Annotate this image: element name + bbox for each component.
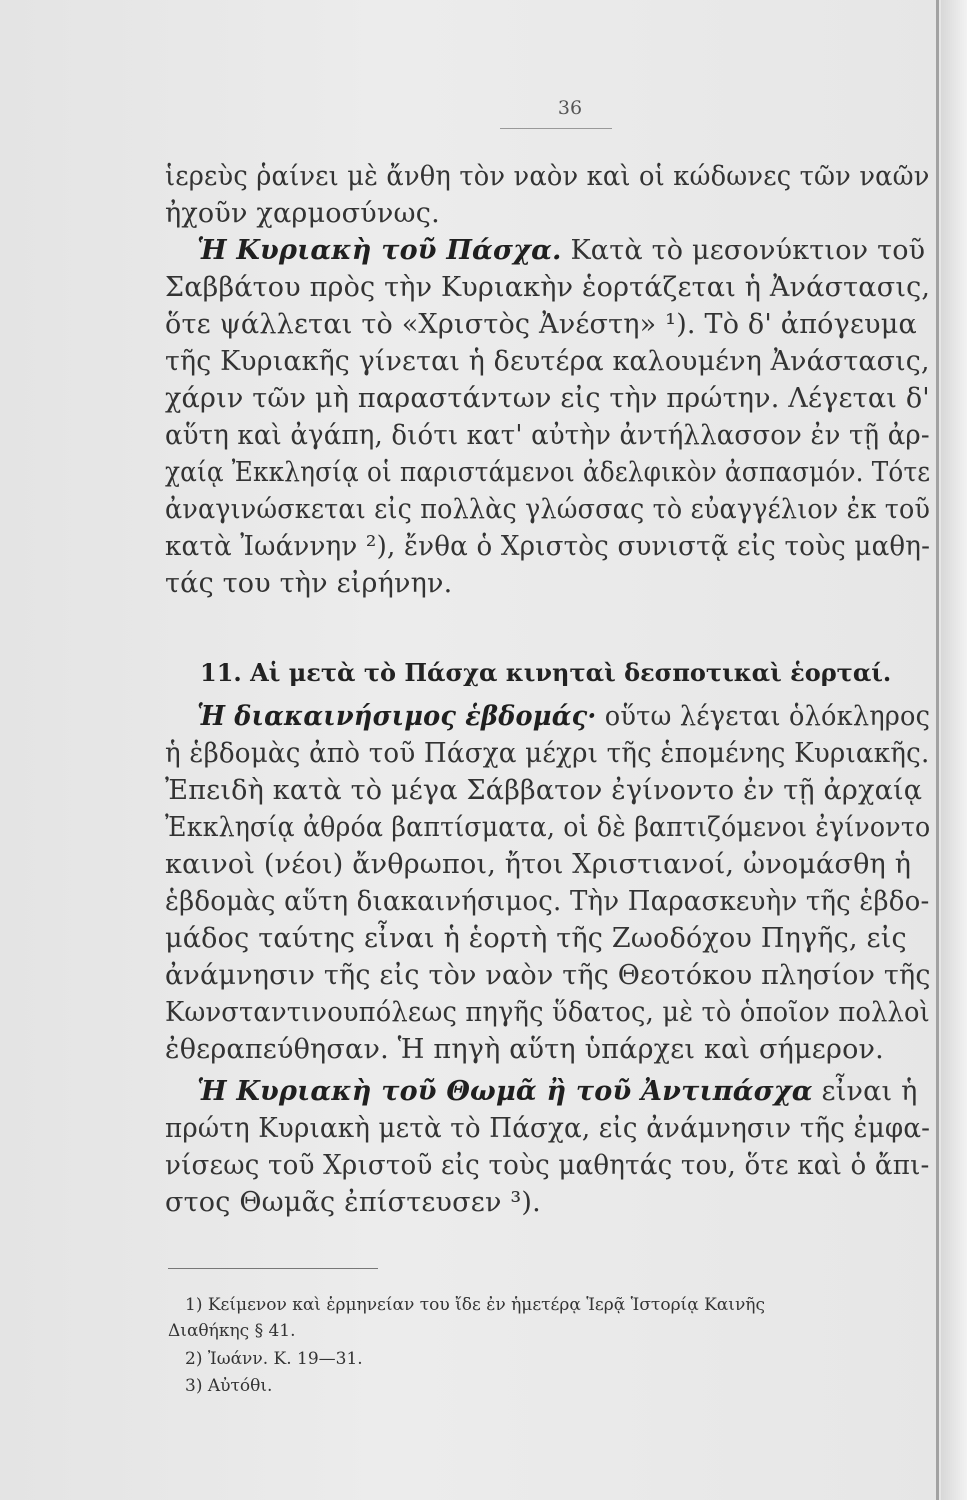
binding-shadow xyxy=(936,0,939,1500)
footnote: 1) Κείμενον καὶ ἑρμηνείαν του ἴδε ἐν ἡμετέρᾳ Ἱερᾷ Ἱστορίᾳ Καινῆς xyxy=(185,1295,765,1315)
text-line: ἀνάμνησιν τῆς εἰς τὸν ναὸν τῆς Θεοτόκου πλησίον τῆς xyxy=(165,960,931,991)
text-line: ἐθεραπεύθησαν. Ἡ πηγὴ αὕτη ὑπάρχει καὶ σήμερον. xyxy=(165,1034,884,1065)
lead-title: Ἡ Κυριακὴ τοῦ Θωμᾶ ἢ τοῦ Ἀντιπάσχα xyxy=(197,1076,813,1107)
lead-title: Ἡ Κυριακὴ τοῦ Πάσχα. xyxy=(197,235,562,266)
text-line: μάδος ταύτης εἶναι ἡ ἑορτὴ τῆς Ζωοδόχου Πηγῆς, εἰς xyxy=(165,923,907,954)
footnote: 2) Ἰωάνν. Κ. 19—31. xyxy=(185,1349,363,1369)
page-number: 36 xyxy=(557,97,583,119)
text-line: στος Θωμᾶς ἐπίστευσεν ³). xyxy=(165,1187,541,1218)
lead-title: Ἡ διακαινήσιμος ἑβδομάς· xyxy=(197,701,597,732)
text-line-section-title: Ἡ Κυριακὴ τοῦ Θωμᾶ ἢ τοῦ Ἀντιπάσχα εἶναι ἡ xyxy=(197,1076,918,1107)
text-line: πρώτη Κυριακὴ μετὰ τὸ Πάσχα, εἰς ἀνάμνησιν τῆς ἐμφα- xyxy=(165,1113,931,1144)
text-line: καινοὶ (νέοι) ἄνθρωποι, ἤτοι Χριστιανοί, ὠνομάσθη ἡ xyxy=(165,849,912,880)
header-rule xyxy=(500,128,612,129)
text-line: κατὰ Ἰωάννην ²), ἔνθα ὁ Χριστὸς συνιστᾷ εἰς τοὺς μαθη- xyxy=(165,531,931,562)
text-line: Ἐκκλησίᾳ ἀθρόα βαπτίσματα, οἱ δὲ βαπτιζόμενοι ἐγίνοντο xyxy=(165,812,931,843)
text-line: ὅτε ψάλλεται τὸ «Χριστὸς Ἀνέστη» ¹). Τὸ δ' ἀπόγευμα xyxy=(165,309,917,340)
text-line: νίσεως τοῦ Χριστοῦ εἰς τοὺς μαθητάς του, ὅτε καὶ ὁ ἄπι- xyxy=(165,1150,930,1181)
text-line: αὕτη καὶ ἀγάπη, διότι κατ' αὐτὴν ἀντήλλασσον ἐν τῇ ἀρ- xyxy=(165,420,930,451)
text-line: τῆς Κυριακῆς γίνεται ἡ δευτέρα καλουμένη Ἀνάστασις, xyxy=(165,346,930,377)
text-line-section-title: Ἡ διακαινήσιμος ἑβδομάς· οὕτω λέγεται ὁλόκληρος xyxy=(197,701,931,732)
text-line: Σαββάτου πρὸς τὴν Κυριακὴν ἑορτάζεται ἡ Ἀνάστασις, xyxy=(165,272,931,303)
footnote: 3) Αὐτόθι. xyxy=(185,1376,273,1396)
text-line: Κωνσταντινουπόλεως πηγῆς ὕδατος, μὲ τὸ ὁποῖον πολλοὶ xyxy=(165,997,930,1028)
text-line: χάριν τῶν μὴ παραστάντων εἰς τὴν πρώτην. Λέγεται δ' xyxy=(165,383,930,414)
text-line: ἠχοῦν χαρμοσύνως. xyxy=(165,198,440,229)
page-edge xyxy=(941,0,967,1500)
footnote-rule xyxy=(168,1268,378,1269)
text-line: τάς του τὴν εἰρήνην. xyxy=(165,568,453,599)
text-line: ἑβδομὰς αὕτη διακαινήσιμος. Τὴν Παρασκευὴν τῆς ἑβδο- xyxy=(165,886,930,917)
text-line: ἱερεὺς ῥαίνει μὲ ἄνθη τὸν ναὸν καὶ οἱ κώδωνες τῶν ναῶν xyxy=(165,161,930,192)
section-heading: 11. Αἱ μετὰ τὸ Πάσχα κινηταὶ δεσποτικαὶ ἑορταί. xyxy=(200,658,892,687)
text-line-section-title: Ἡ Κυριακὴ τοῦ Πάσχα. Κατὰ τὸ μεσονύκτιον τοῦ xyxy=(197,235,926,266)
text-line: ἡ ἑβδομὰς ἀπὸ τοῦ Πάσχα μέχρι τῆς ἑπομένης Κυριακῆς. xyxy=(165,738,930,769)
text-line: χαίᾳ Ἐκκλησίᾳ οἱ παριστάμενοι ἀδελφικὸν ἀσπασμόν. Τότε xyxy=(165,457,931,488)
text-line: Ἐπειδὴ κατὰ τὸ μέγα Σάββατον ἐγίνοντο ἐν τῇ ἀρχαίᾳ xyxy=(165,775,923,806)
footnote: Διαθήκης § 41. xyxy=(168,1321,296,1341)
text-line: ἀναγινώσκεται εἰς πολλὰς γλώσσας τὸ εὐαγγέλιον ἐκ τοῦ xyxy=(165,494,931,525)
